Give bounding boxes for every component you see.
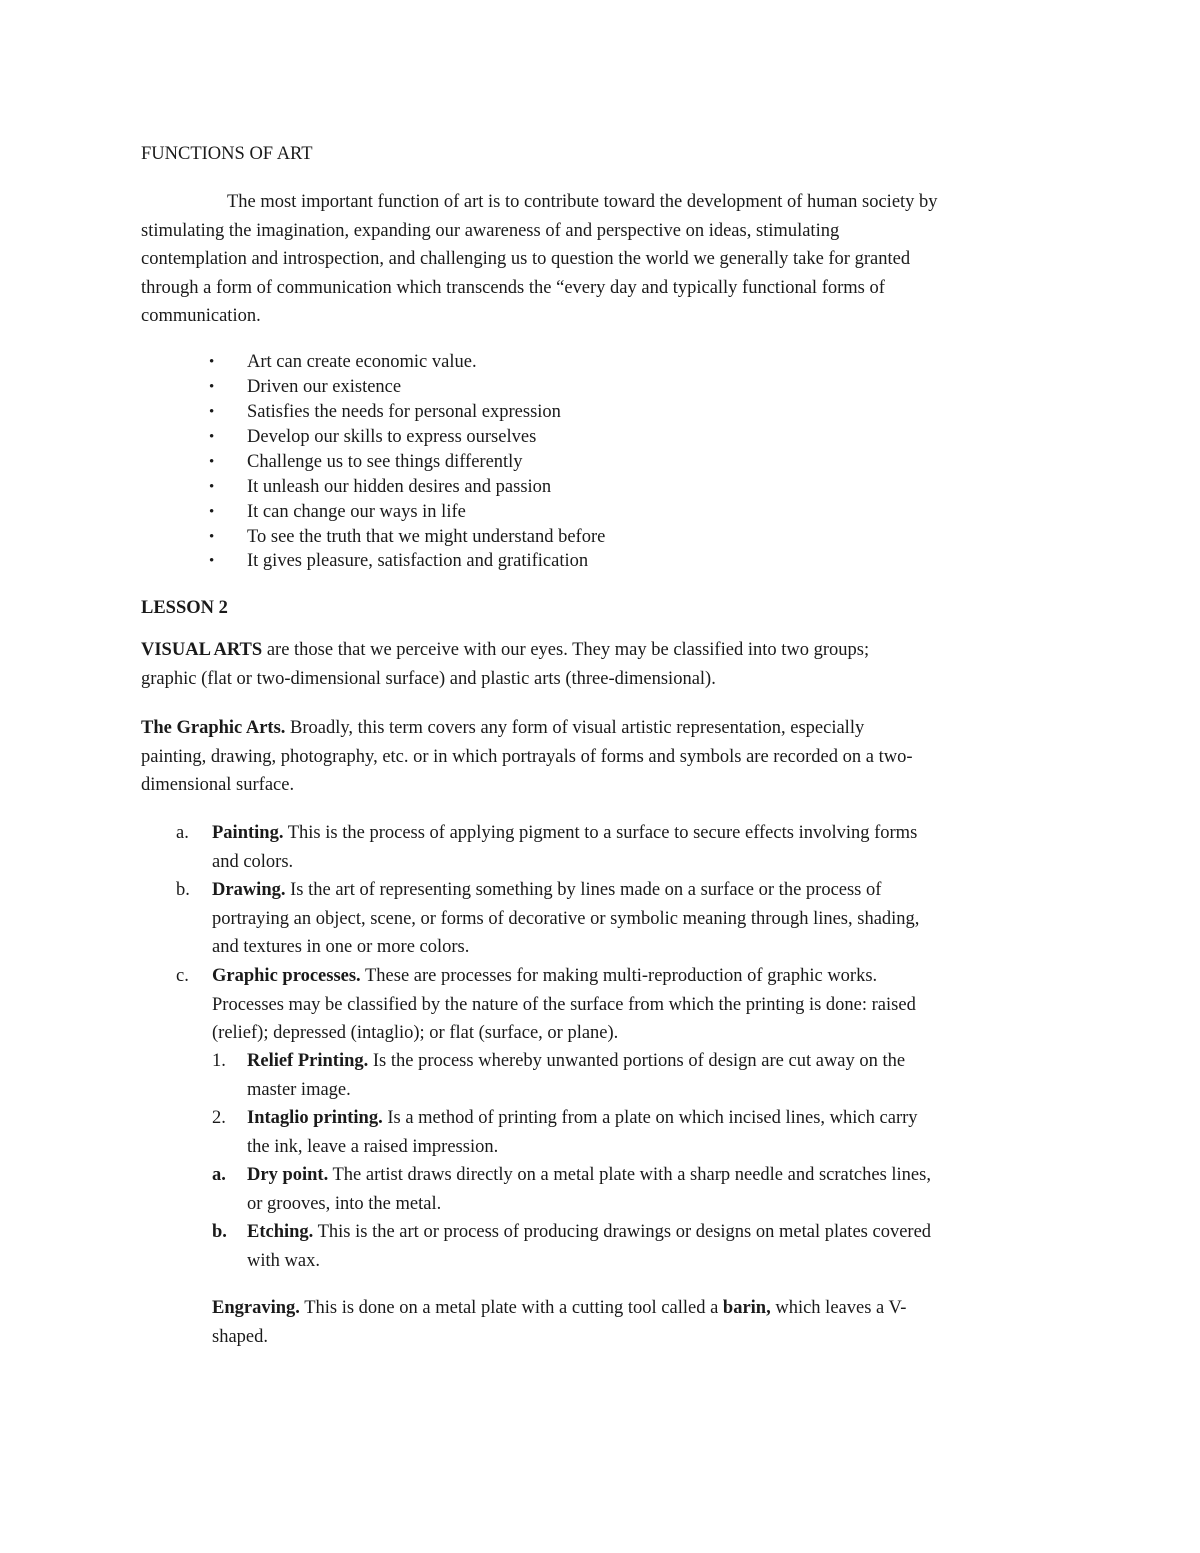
bullet-icon: • [209, 553, 215, 569]
bullet-icon: • [209, 354, 215, 370]
intro-line: stimulating the imagination, expanding our awareness of and perspective on ideas, stimulating [141, 220, 840, 241]
term: The Graphic Arts. [141, 718, 286, 738]
bullet-icon: • [209, 479, 215, 495]
term: VISUAL ARTS [141, 640, 263, 660]
list-marker: a. [176, 823, 189, 843]
graphic-arts-paragraph: The Graphic Arts. Broadly, this term covers any form of visual artistic representation, especially painting, drawing, photography, etc. or in which portrayals of forms and symbols are recorded on a two- dimensional surface. [141, 718, 913, 796]
intro-paragraph [141, 188, 938, 331]
document-page: FUNCTIONS OF ART The most important function of art is to contribute toward the development of human society by stimulating the imagination, expanding our awareness of and perspective on ideas, stimulating contemplation and introspection, and challenging us to question the world we generally take for granted through a form of communication which transcends the “every day and typically functional forms of communication. • Art can create economic value. • Driven our existence • Satisfies the needs for personal expression • Develop our skills to express ourselves • Challenge us to see things differently • It unleash our hidden desires and passion • It can change our ways in life • To see the truth that we might understand before • It gives pleasure, satisfaction and gratification LESSON 2 VISUAL ARTS are those that we perceive with our eyes. They may be classified into two groups; graphic (flat or two-dimensional surface) and plastic arts (three-dimensional). The Graphic Arts. Broadly, this term covers any form of visual artistic representation, especially painting, drawing, photography, etc. or in which portrayals of forms and symbols are recorded on a two- dimensional surface. a. Painting. This is the process of applying pigment to a surface to secure effects involving forms and colors. b. Drawing. Is the art of representing something by lines made on a surface or the process of portraying an object, scene, or forms of decorative or symbolic meaning through lines, shading, and textures in one or more colors. c. Graphic processes. These are processes for making multi-reproduction of graphic works. Processes may be classified by the nature of the surface from which the printing is done: raised (relief); depressed (intaglio); or flat (surface, or plane). 1. Relief Printing. Is the process whereby unwanted portions of design are cut away on the master image. 2. Intaglio printing. Is a method of printing from a plate on which incised lines, which carry the ink, leave a raised impression. a. Dry point. The artist draws directly on a metal plate with a sharp needle and scratches lines, or grooves, into the metal. b. Etching. This is the art or process of producing drawings or designs on metal plates covered with wax. Engraving. This is done on a metal plate with a cutting tool called a barin, which leaves a V- shaped. [0, 0, 1200, 1553]
intro-line: through a form of communication which transcends the “every day and typically functional forms of [141, 277, 885, 298]
section-heading: LESSON 2 [141, 598, 228, 618]
intro-line: contemplation and introspection, and challenging us to question the world we generally take for granted [141, 249, 911, 270]
bullet-icon: • [209, 454, 215, 470]
bullet-icon: • [209, 429, 215, 445]
bullet-icon: • [209, 379, 215, 395]
list-marker: 1. [212, 1051, 226, 1071]
list-marker: a. [212, 1165, 226, 1185]
list-marker: 2. [212, 1108, 226, 1128]
intro-line: communication. [141, 306, 261, 327]
page-title: FUNCTIONS OF ART [141, 144, 313, 164]
bullet-icon: • [209, 404, 215, 420]
visual-arts-paragraph: VISUAL ARTS are those that we perceive with our eyes. They may be classified into two groups; graphic (flat or two-dimensional surface) and plastic arts (three-dimensional). [141, 640, 870, 689]
list-marker: b. [176, 880, 190, 900]
intro-line: The most important function of art is to contribute toward the development of human society by [227, 192, 938, 212]
engraving-paragraph: Engraving. This is done on a metal plate with a cutting tool called a barin, which leaves a V- shaped. [212, 1298, 907, 1347]
list-marker: b. [212, 1222, 227, 1242]
bullet-icon: • [209, 504, 215, 520]
list-marker: c. [176, 966, 189, 986]
bullet-icon: • [209, 529, 215, 545]
term: Engraving. [212, 1298, 300, 1318]
